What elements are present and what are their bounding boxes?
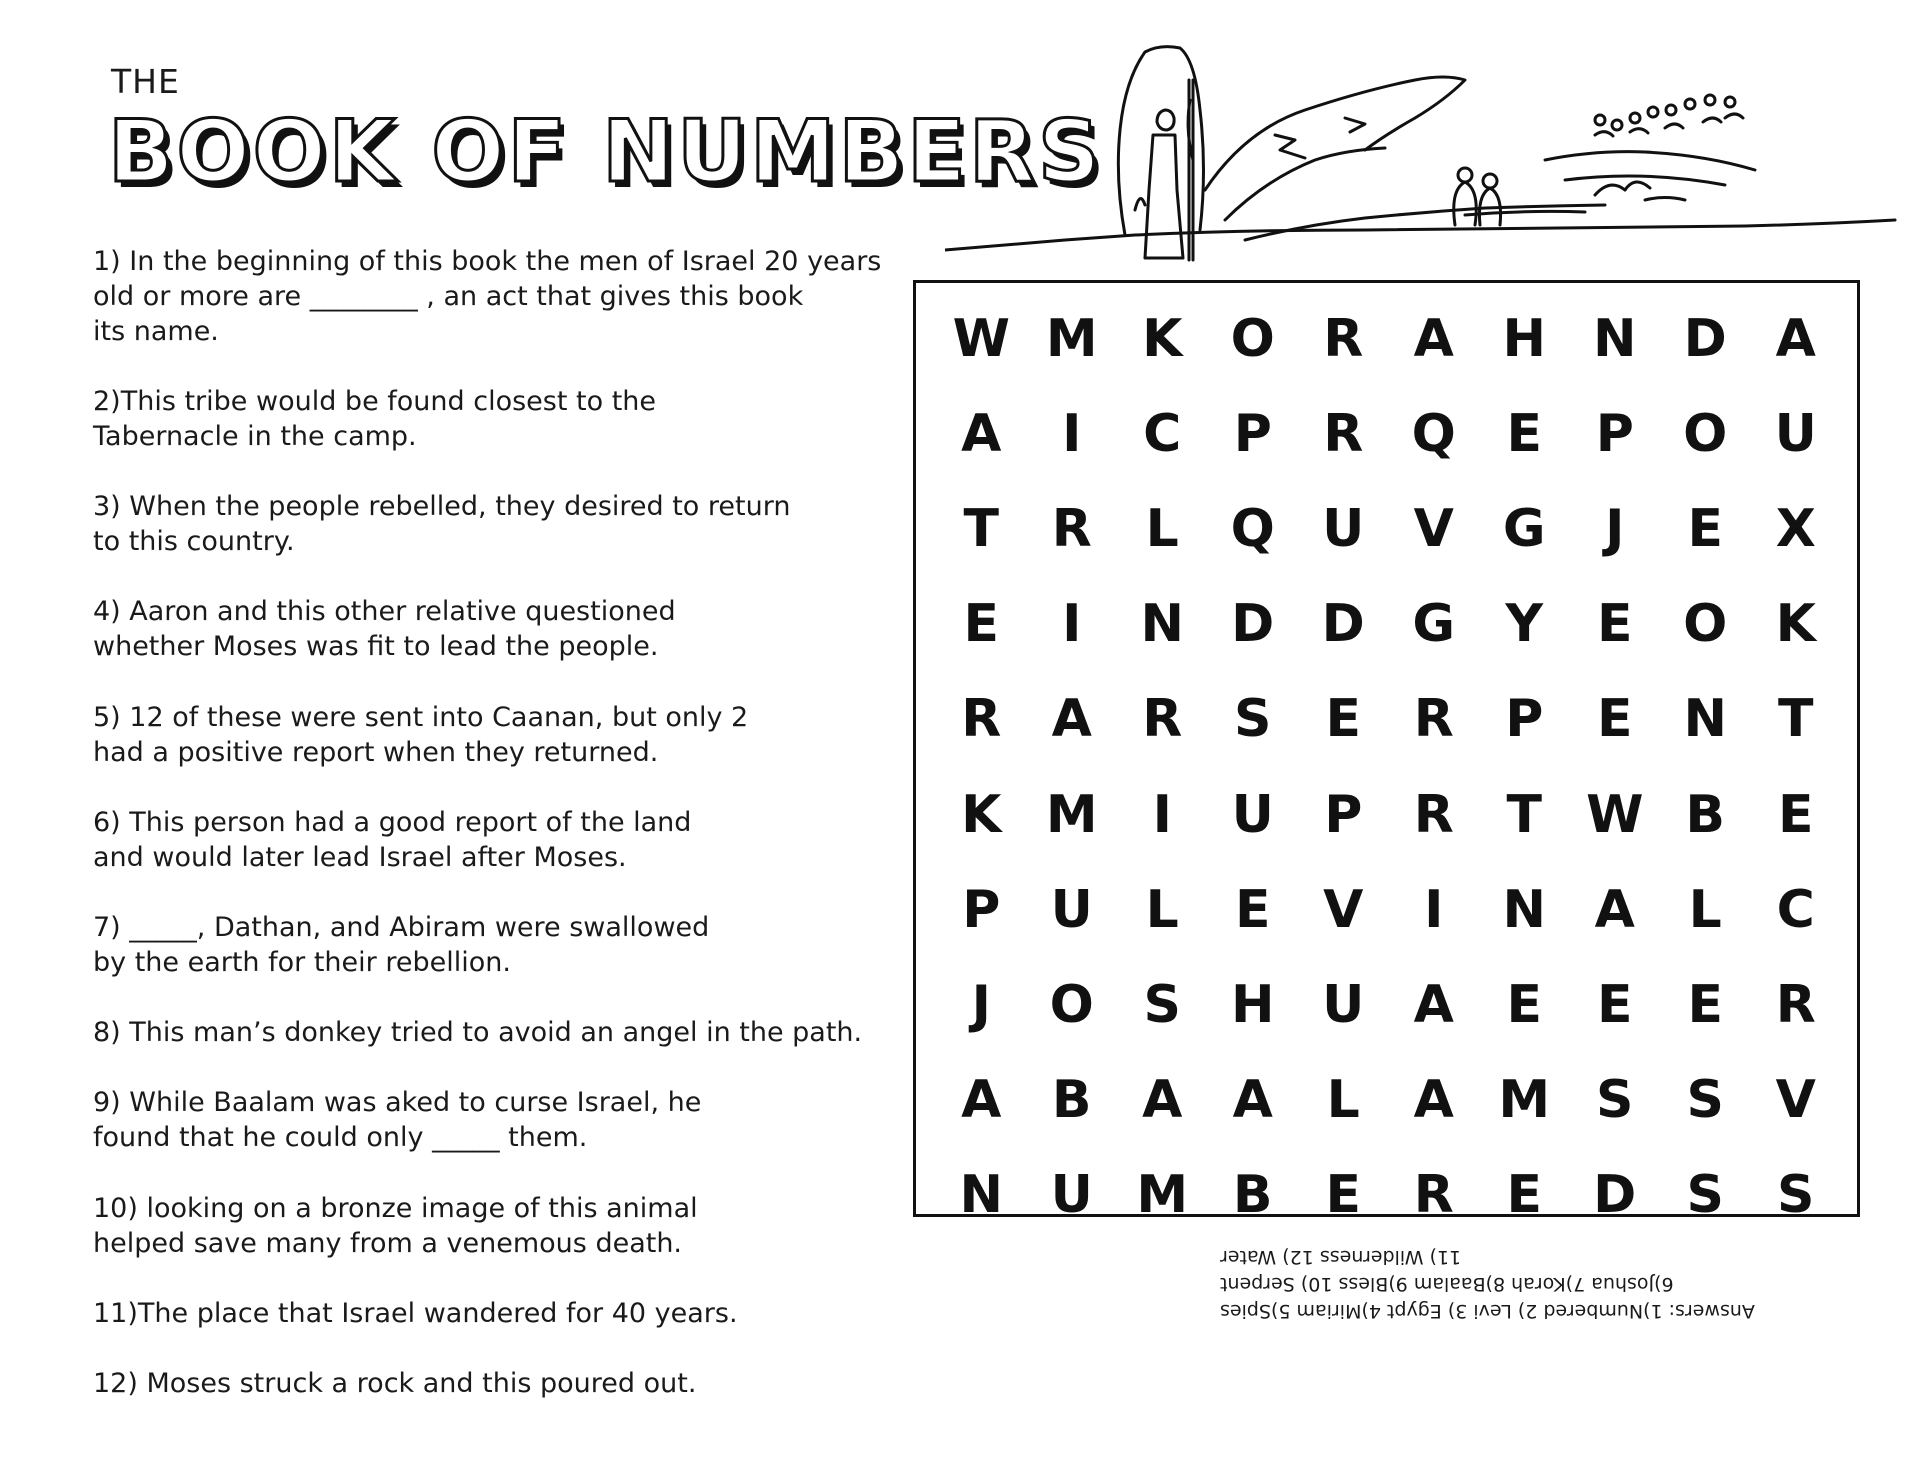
grid-cell[interactable]: S — [1143, 974, 1181, 1035]
grid-cell[interactable]: J — [971, 974, 991, 1035]
moses-wilderness-illustration — [945, 40, 1905, 270]
grid-cell[interactable]: T — [1778, 689, 1814, 750]
grid-cell[interactable]: I — [1062, 403, 1082, 464]
grid-cell[interactable]: R — [1413, 1165, 1454, 1226]
grid-cell[interactable]: D — [1231, 594, 1275, 655]
question-10: 10) looking on a bronze image of this animal helped save many from a venemous death. — [93, 1193, 698, 1259]
grid-cell[interactable]: E — [963, 594, 1000, 655]
grid-cell[interactable]: L — [1326, 1070, 1360, 1131]
question-7: 7) _____, Dathan, and Abiram were swallowed by the earth for their rebellion. — [93, 912, 710, 978]
question-8: 8) This man’s donkey tried to avoid an angel in the path. — [93, 1017, 863, 1048]
question-11: 11)The place that Israel wandered for 40 years. — [93, 1298, 738, 1329]
worksheet-title: BOOK OF NUMBERS — [108, 102, 1103, 202]
grid-cell[interactable]: A — [1413, 1070, 1454, 1131]
grid-cell[interactable]: E — [1506, 403, 1543, 464]
answer-key-line-1: Answers: 1)Numbered 2) Levi 3) Egypt 4)Miriam 5)Spies — [1220, 1300, 1755, 1322]
grid-cell[interactable]: P — [1233, 403, 1272, 464]
grid-cell[interactable]: J — [1605, 498, 1625, 559]
grid-cell[interactable]: E — [1325, 689, 1362, 750]
grid-cell[interactable]: R — [1323, 308, 1364, 369]
worksheet-title-small: THE — [111, 62, 180, 101]
grid-cell[interactable]: K — [961, 784, 1002, 845]
grid-cell[interactable]: O — [1049, 974, 1094, 1035]
grid-cell[interactable]: X — [1775, 498, 1816, 559]
grid-cell[interactable]: I — [1152, 784, 1172, 845]
grid-cell[interactable]: S — [1596, 1070, 1634, 1131]
grid-cell[interactable]: C — [1776, 879, 1815, 940]
grid-cell[interactable]: E — [1234, 879, 1271, 940]
grid-cell[interactable]: A — [961, 1070, 1002, 1131]
grid-cell[interactable]: V — [1413, 498, 1454, 559]
grid-cell[interactable]: A — [1413, 974, 1454, 1035]
grid-cell[interactable]: K — [1142, 308, 1183, 369]
grid-cell[interactable]: E — [1687, 498, 1724, 559]
answer-key-line-3: 11) Wilderness 12) Water — [1220, 1246, 1462, 1268]
question-9: 9) While Baalam was aked to curse Israel, he found that he could only _____ them. — [93, 1087, 702, 1153]
question-6: 6) This person had a good report of the land and would later lead Israel after Moses. — [93, 807, 692, 873]
grid-cell[interactable]: T — [1506, 784, 1542, 845]
grid-cell[interactable]: V — [1775, 1070, 1816, 1131]
question-12: 12) Moses struck a rock and this poured out. — [93, 1368, 697, 1399]
grid-cell[interactable]: R — [1413, 784, 1454, 845]
grid-cell[interactable]: N — [1140, 594, 1185, 655]
grid-cell[interactable]: R — [1051, 498, 1092, 559]
grid-cell[interactable]: N — [1683, 689, 1728, 750]
grid-cell[interactable]: P — [962, 879, 1001, 940]
grid-cell[interactable]: S — [1777, 1165, 1815, 1226]
grid-cell[interactable]: W — [952, 308, 1010, 369]
grid-cell[interactable]: U — [1322, 498, 1365, 559]
answer-key-line-2: 6)Joshua 7)Korah 8)Baalam 9)Bless 10) Serpent — [1220, 1273, 1674, 1295]
grid-cell[interactable]: H — [1230, 974, 1275, 1035]
grid-cell[interactable]: M — [1045, 784, 1098, 845]
grid-cell[interactable]: E — [1596, 594, 1633, 655]
grid-cell[interactable]: G — [1412, 594, 1456, 655]
grid-cell[interactable]: A — [1142, 1070, 1183, 1131]
grid-cell[interactable]: Y — [1505, 594, 1544, 655]
grid-cell[interactable]: T — [963, 498, 999, 559]
grid-cell[interactable]: P — [1595, 403, 1634, 464]
grid-cell[interactable]: A — [1051, 689, 1092, 750]
question-1: 1) In the beginning of this book the men of Israel 20 years old or more are ________ , an act that gives this book its name. — [93, 246, 882, 347]
grid-cell[interactable]: E — [1687, 974, 1724, 1035]
grid-cell[interactable]: P — [1505, 689, 1544, 750]
question-4: 4) Aaron and this other relative questioned whether Moses was fit to lead the people. — [93, 596, 676, 662]
grid-cell[interactable]: S — [1686, 1165, 1724, 1226]
grid-cell[interactable]: W — [1586, 784, 1644, 845]
word-search-grid — [936, 291, 1841, 1243]
grid-cell[interactable]: L — [1688, 879, 1722, 940]
question-5: 5) 12 of these were sent into Caanan, but only 2 had a positive report when they returned. — [93, 702, 749, 768]
grid-cell[interactable]: R — [1413, 689, 1454, 750]
grid-cell[interactable]: B — [1051, 1070, 1092, 1131]
grid-cell[interactable]: A — [1594, 879, 1635, 940]
grid-cell[interactable]: D — [1593, 1165, 1637, 1226]
grid-cell[interactable]: E — [1596, 974, 1633, 1035]
grid-cell[interactable]: D — [1321, 594, 1365, 655]
question-3: 3) When the people rebelled, they desired to return to this country. — [93, 491, 791, 557]
grid-cell[interactable]: E — [1325, 1165, 1362, 1226]
word-search-box — [913, 280, 1860, 1226]
grid-cell[interactable]: V — [1323, 879, 1364, 940]
grid-cell[interactable]: U — [1322, 974, 1365, 1035]
grid-cell[interactable]: G — [1502, 498, 1546, 559]
grid-cell[interactable]: S — [1686, 1070, 1724, 1131]
grid-cell[interactable]: E — [1596, 689, 1633, 750]
grid-cell[interactable]: O — [1683, 594, 1728, 655]
grid-cell[interactable]: D — [1683, 308, 1727, 369]
grid-cell[interactable]: S — [1234, 689, 1272, 750]
grid-cell[interactable]: U — [1050, 879, 1093, 940]
question-2: 2)This tribe would be found closest to the Tabernacle in the camp. — [93, 386, 657, 452]
grid-cell[interactable]: R — [1142, 689, 1183, 750]
grid-cell[interactable]: K — [1775, 594, 1816, 655]
grid-cell[interactable]: N — [1502, 879, 1547, 940]
grid-cell[interactable]: M — [1498, 1070, 1551, 1131]
grid-cell[interactable]: M — [1045, 308, 1098, 369]
grid-cell[interactable]: B — [1232, 1165, 1273, 1226]
grid-cell[interactable]: A — [1775, 308, 1816, 369]
grid-cell[interactable]: A — [1413, 308, 1454, 369]
grid-cell[interactable]: R — [1775, 974, 1816, 1035]
grid-cell[interactable]: N — [959, 1165, 1004, 1226]
grid-cell[interactable]: I — [1424, 879, 1444, 940]
grid-cell[interactable]: H — [1502, 308, 1547, 369]
grid-cell[interactable]: U — [1050, 1165, 1093, 1226]
grid-cell[interactable]: E — [1777, 784, 1814, 845]
grid-cell[interactable]: M — [1136, 1165, 1189, 1226]
grid-cell[interactable]: L — [1145, 498, 1179, 559]
grid-cell[interactable]: P — [1324, 784, 1363, 845]
grid-cell[interactable]: Q — [1411, 403, 1456, 464]
grid-cell[interactable]: Q — [1230, 498, 1275, 559]
grid-cell[interactable]: A — [1232, 1070, 1273, 1131]
grid-cell[interactable]: R — [1323, 403, 1364, 464]
grid-cell[interactable]: B — [1685, 784, 1726, 845]
grid-cell[interactable]: I — [1062, 594, 1082, 655]
grid-cell[interactable]: E — [1506, 974, 1543, 1035]
grid-cell[interactable]: E — [1506, 1165, 1543, 1226]
grid-cell[interactable]: N — [1592, 308, 1637, 369]
grid-cell[interactable]: U — [1774, 403, 1817, 464]
grid-cell[interactable]: A — [961, 403, 1002, 464]
grid-cell[interactable]: R — [961, 689, 1002, 750]
grid-cell[interactable]: U — [1231, 784, 1274, 845]
grid-cell[interactable]: O — [1683, 403, 1728, 464]
grid-cell[interactable]: O — [1230, 308, 1275, 369]
answer-key — [1220, 1243, 1860, 1324]
grid-cell[interactable]: C — [1143, 403, 1182, 464]
grid-cell[interactable]: L — [1145, 879, 1179, 940]
